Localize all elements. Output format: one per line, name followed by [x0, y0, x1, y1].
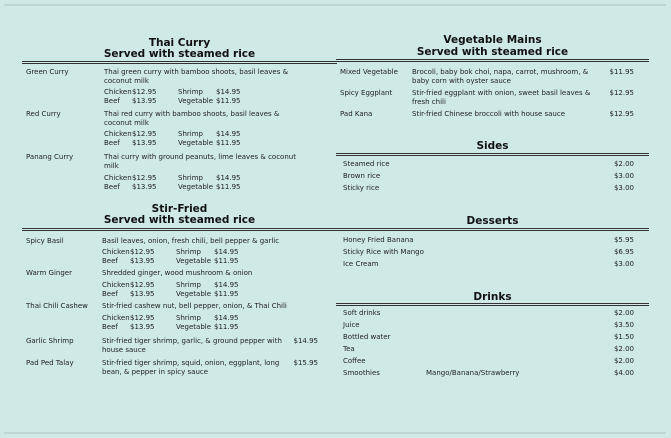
- menu-item-desc: baby corn with oyster sauce: [412, 77, 511, 85]
- dessert-item-price: $3.00: [613, 260, 634, 268]
- sides-item-price: $2.00: [613, 160, 634, 168]
- sides-item-name: Steamed rice: [343, 160, 390, 168]
- menu-item-name: Spicy Basil: [26, 237, 64, 245]
- menu-item-desc: fresh chili: [412, 98, 446, 106]
- menu-item-desc: Stir-fried eggplant with onion, sweet basil leaves &: [412, 89, 591, 97]
- option-price: $12.95: [130, 248, 155, 256]
- menu-item-name: Pad Kana: [340, 110, 373, 118]
- option-price: $11.95: [214, 323, 239, 331]
- option-label: Shrimp: [178, 130, 203, 138]
- stir-fried-subtitle: Served with steamed rice: [103, 214, 256, 226]
- vegetable-mains-rule: [336, 59, 649, 60]
- menu-item-desc: Thai curry with ground peanuts, lime leaves & coconut: [104, 153, 296, 161]
- menu-item-name: Red Curry: [26, 110, 61, 118]
- desserts-rule: [336, 228, 649, 229]
- option-label: Shrimp: [176, 281, 201, 289]
- option-label: Chicken: [104, 174, 132, 182]
- dessert-item-price: $6.95: [613, 248, 634, 256]
- option-price: $13.95: [132, 139, 157, 147]
- drinks-rule: [336, 303, 649, 304]
- dessert-item-name: Ice Cream: [343, 260, 379, 268]
- option-price: $14.95: [214, 314, 239, 322]
- menu-item-name: Green Curry: [26, 68, 69, 76]
- drink-item-price: $2.00: [613, 357, 634, 365]
- drink-item-name: Soft drinks: [343, 309, 381, 317]
- thai-curry-subtitle: Served with steamed rice: [103, 48, 256, 60]
- menu-item-desc: Stir-fried tiger shrimp, garlic, & ground pepper with: [102, 337, 282, 345]
- menu-item-name: Warm Ginger: [26, 269, 72, 277]
- option-label: Shrimp: [176, 248, 201, 256]
- menu-item-desc: coconut milk: [104, 77, 149, 85]
- drink-item-name: Coffee: [343, 357, 366, 365]
- option-label: Beef: [102, 257, 118, 265]
- option-price: $12.95: [130, 281, 155, 289]
- stir-fried-title: Stir-Fried: [151, 203, 208, 215]
- sides-item-name: Brown rice: [343, 172, 381, 180]
- option-label: Chicken: [104, 88, 132, 96]
- menu-item-desc: Thai red curry with bamboo shoots, basil leaves &: [104, 110, 280, 118]
- option-label: Vegetable: [178, 97, 214, 105]
- menu-item-name: Garlic Shrimp: [26, 337, 74, 345]
- drink-item-name: Juice: [343, 321, 360, 329]
- drink-item-name: Bottled water: [343, 333, 391, 341]
- vegetable-mains-title: Vegetable Mains: [443, 34, 542, 46]
- menu-item-name: Thai Chili Cashew: [26, 302, 88, 310]
- option-label: Chicken: [102, 248, 130, 256]
- menu-item-price: $14.95: [293, 337, 318, 345]
- option-label: Beef: [104, 139, 120, 147]
- menu-item-desc: Stir-fried Chinese broccoli with house sauce: [412, 110, 566, 118]
- thai-curry-rule: [22, 61, 337, 62]
- option-price: $14.95: [214, 281, 239, 289]
- menu-item-desc: Thai green curry with bamboo shoots, basil leaves &: [104, 68, 289, 76]
- menu-item-price: $15.95: [293, 359, 318, 367]
- option-price: $13.95: [130, 323, 155, 331]
- option-label: Vegetable: [176, 290, 212, 298]
- bottom-border: [4, 432, 666, 434]
- sides-title: Sides: [476, 140, 509, 152]
- option-price: $14.95: [216, 130, 241, 138]
- menu-item-desc: Basil leaves, onion, fresh chili, bell pepper & garlic: [102, 237, 280, 245]
- menu-item-desc: bean, & pepper in spicy sauce: [102, 368, 209, 376]
- desserts-title: Desserts: [466, 215, 519, 227]
- dessert-item-name: Honey Fried Banana: [343, 236, 414, 244]
- drink-item-name: Smoothies: [343, 369, 380, 377]
- sides-item-price: $3.00: [613, 184, 634, 192]
- menu-item-desc: Brocoli, baby bok choi, napa, carrot, mushroom, &: [412, 68, 589, 76]
- thai-curry-title: Thai Curry: [148, 37, 211, 49]
- option-label: Beef: [102, 290, 118, 298]
- menu-item-price: $11.95: [609, 68, 634, 76]
- drink-item-name: Tea: [343, 345, 355, 353]
- menu-item-desc: Stir-fried tiger shrimp, squid, onion, eggplant, long: [102, 359, 280, 367]
- option-label: Shrimp: [178, 174, 203, 182]
- option-label: Chicken: [102, 314, 130, 322]
- menu-item-desc: milk: [104, 162, 119, 170]
- option-price: $13.95: [130, 257, 155, 265]
- option-price: $14.95: [216, 174, 241, 182]
- drink-item-price: $2.00: [613, 345, 634, 353]
- stir-fried-rule: [22, 228, 337, 229]
- drink-item-price: $4.00: [613, 369, 634, 377]
- option-price: $12.95: [132, 88, 157, 96]
- option-price: $11.95: [214, 257, 239, 265]
- option-price: $13.95: [132, 97, 157, 105]
- option-price: $11.95: [216, 183, 241, 191]
- drink-item-note: Mango/Banana/Strawberry: [426, 369, 520, 377]
- option-price: $11.95: [216, 97, 241, 105]
- option-label: Vegetable: [178, 139, 214, 147]
- sides-item-name: Sticky rice: [343, 184, 380, 192]
- option-price: $11.95: [216, 139, 241, 147]
- sides-rule: [336, 153, 649, 154]
- option-price: $12.95: [132, 174, 157, 182]
- option-label: Vegetable: [176, 323, 212, 331]
- menu-item-name: Pad Ped Talay: [26, 359, 74, 367]
- top-border: [4, 4, 666, 6]
- option-label: Beef: [104, 183, 120, 191]
- option-label: Chicken: [104, 130, 132, 138]
- drink-item-price: $1.50: [613, 333, 634, 341]
- option-label: Beef: [104, 97, 120, 105]
- menu-item-price: $12.95: [609, 110, 634, 118]
- drink-item-price: $2.00: [613, 309, 634, 317]
- option-price: $11.95: [214, 290, 239, 298]
- option-label: Shrimp: [178, 88, 203, 96]
- vegetable-mains-subtitle: Served with steamed rice: [416, 46, 569, 58]
- option-label: Chicken: [102, 281, 130, 289]
- dessert-item-name: Sticky Rice with Mango: [343, 248, 424, 256]
- menu-item-desc: coconut milk: [104, 119, 149, 127]
- option-price: $13.95: [132, 183, 157, 191]
- option-label: Vegetable: [178, 183, 214, 191]
- sides-item-price: $3.00: [613, 172, 634, 180]
- menu-item-name: Panang Curry: [26, 153, 74, 161]
- menu-item-name: Mixed Vegetable: [340, 68, 398, 76]
- option-price: $12.95: [130, 314, 155, 322]
- menu-item-desc: house sauce: [102, 346, 146, 354]
- option-price: $13.95: [130, 290, 155, 298]
- option-price: $12.95: [132, 130, 157, 138]
- menu-item-price: $12.95: [609, 89, 634, 97]
- option-price: $14.95: [214, 248, 239, 256]
- option-label: Vegetable: [176, 257, 212, 265]
- option-label: Beef: [102, 323, 118, 331]
- dessert-item-price: $5.95: [613, 236, 634, 244]
- menu-item-desc: Stir-fried cashew nut, bell pepper, onion, & Thai Chili: [102, 302, 287, 310]
- menu-item-name: Spicy Eggplant: [340, 89, 393, 97]
- option-label: Shrimp: [176, 314, 201, 322]
- menu-item-desc: Shredded ginger, wood mushroom & onion: [102, 269, 253, 277]
- option-price: $14.95: [216, 88, 241, 96]
- drink-item-price: $3.50: [613, 321, 634, 329]
- drinks-title: Drinks: [473, 291, 512, 303]
